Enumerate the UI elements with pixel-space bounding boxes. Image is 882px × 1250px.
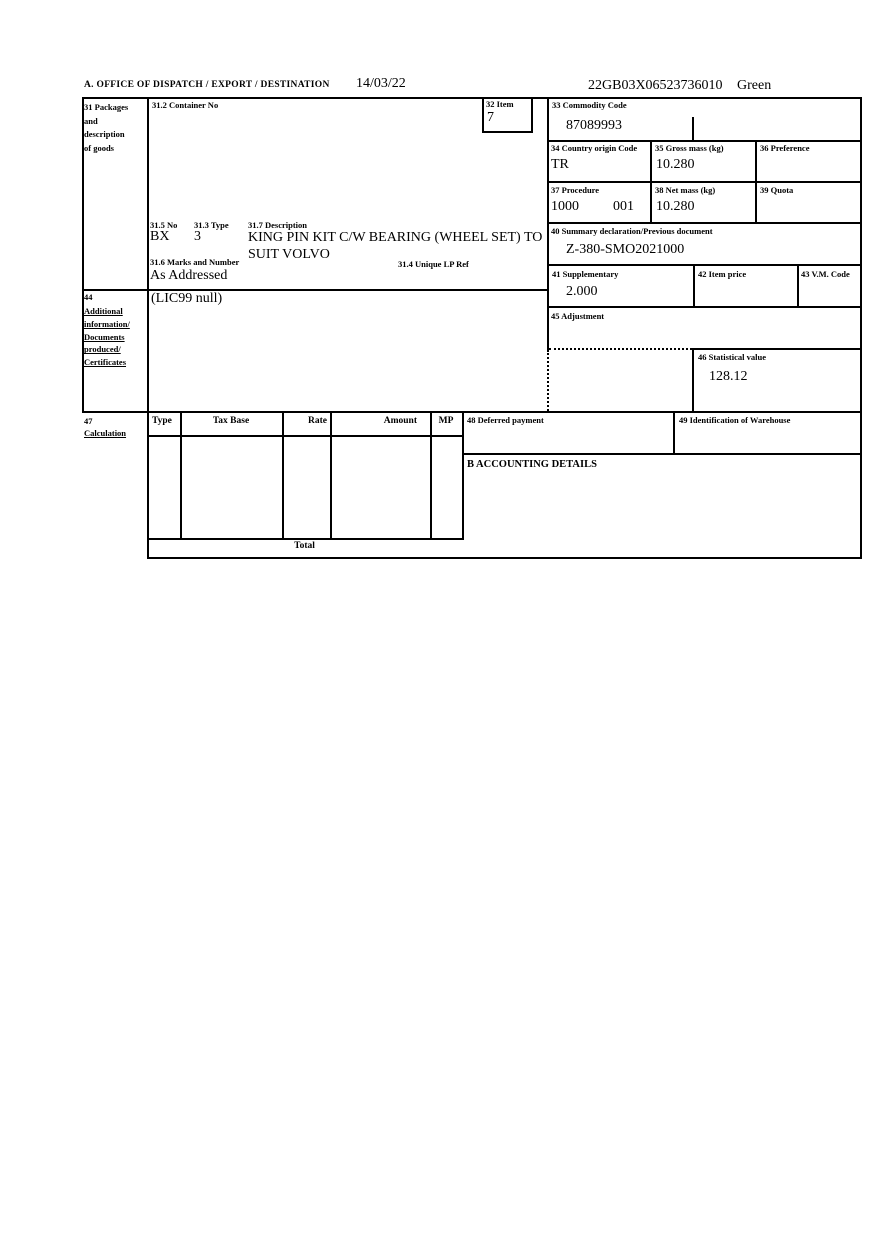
grid-line — [330, 411, 332, 540]
vm-code-label: 43 V.M. Code — [801, 269, 850, 279]
unique-lp-ref-label: 31.4 Unique LP Ref — [398, 259, 469, 269]
statistical-value-label: 46 Statistical value — [698, 352, 766, 362]
net-mass-value: 10.280 — [656, 199, 695, 214]
packages-type-label: 31.3 Type — [194, 220, 229, 230]
commodity-code-value: 87089993 — [566, 118, 622, 133]
preference-label: 36 Preference — [760, 143, 810, 153]
calc-col-amount: Amount — [383, 416, 417, 426]
grid-line — [860, 411, 862, 559]
grid-line — [482, 97, 484, 133]
marks-number-label: 31.6 Marks and Number — [150, 257, 240, 267]
packages-type-value: 3 — [194, 229, 201, 244]
procedure-value-1: 1000 — [551, 199, 579, 214]
calc-total-label: Total — [294, 541, 315, 551]
declaration-number: 22GB03X06523736010 — [588, 78, 723, 93]
supplementary-label: 41 Supplementary — [552, 269, 619, 279]
grid-line — [797, 264, 799, 308]
calc-col-mp: MP — [438, 416, 454, 426]
grid-line — [547, 181, 862, 183]
marks-number-value: As Addressed — [150, 268, 228, 283]
grid-line — [147, 435, 462, 437]
grid-line — [282, 411, 284, 540]
warehouse-id-label: 49 Identification of Warehouse — [679, 415, 791, 425]
packages-no-label: 31.5 No — [150, 220, 178, 230]
grid-line — [482, 131, 533, 133]
country-origin-value: TR — [551, 157, 569, 172]
net-mass-label: 38 Net mass (kg) — [655, 185, 716, 195]
grid-line — [547, 264, 862, 266]
box44-number: 44 — [84, 292, 93, 302]
grid-line — [82, 411, 862, 413]
grid-line — [755, 140, 757, 223]
gross-mass-value: 10.280 — [656, 157, 695, 172]
adjustment-label: 45 Adjustment — [551, 311, 605, 321]
grid-line — [82, 97, 862, 99]
item-number-value: 7 — [487, 110, 494, 125]
grid-line — [547, 222, 862, 224]
grid-line — [547, 140, 862, 142]
procedure-value-2: 001 — [613, 199, 634, 214]
calc-col-rate: Rate — [308, 416, 327, 426]
grid-line — [547, 97, 549, 350]
grid-line — [650, 140, 652, 223]
grid-line — [860, 97, 862, 413]
section-a-title: A. OFFICE OF DISPATCH / EXPORT / DESTINATION — [84, 80, 330, 90]
statistical-value-value: 128.12 — [709, 369, 748, 384]
additional-information-value: (LIC99 null) — [151, 291, 223, 306]
grid-line — [430, 411, 432, 540]
description-label: 31.7 Description — [248, 220, 308, 230]
grid-line — [547, 306, 862, 308]
grid-line — [462, 411, 464, 540]
grid-line — [673, 411, 675, 455]
supplementary-value: 2.000 — [566, 284, 598, 299]
dotted-line — [547, 350, 549, 411]
dotted-line — [549, 348, 692, 350]
box44-caption: Additional information/ Documents produced/ Certificates — [84, 306, 130, 368]
grid-line — [531, 97, 533, 133]
item-number-label: 32 Item — [486, 99, 514, 109]
calc-col-type: Type — [152, 416, 172, 426]
grid-line — [693, 264, 695, 308]
deferred-payment-label: 48 Deferred payment — [467, 415, 544, 425]
box47-caption: Calculation — [84, 428, 127, 438]
commodity-code-label: 33 Commodity Code — [552, 100, 627, 110]
grid-line — [147, 538, 462, 540]
box47-number: 47 — [84, 416, 93, 426]
container-no-label: 31.2 Container No — [152, 100, 219, 110]
gross-mass-label: 35 Gross mass (kg) — [655, 143, 724, 153]
calc-col-tax-base: Tax Base — [212, 416, 250, 426]
country-origin-label: 34 Country origin Code — [551, 143, 638, 153]
grid-line — [692, 348, 694, 413]
routing-status: Green — [737, 78, 772, 93]
quota-label: 39 Quota — [760, 185, 794, 195]
grid-line — [462, 453, 862, 455]
box31-caption: 31 Packages and description of goods — [84, 102, 129, 153]
accounting-details-label: B ACCOUNTING DETAILS — [467, 459, 597, 470]
item-price-label: 42 Item price — [698, 269, 747, 279]
dispatch-date: 14/03/22 — [356, 76, 406, 91]
grid-line — [180, 411, 182, 540]
packages-no-value: BX — [150, 229, 170, 244]
commodity-code-divider — [692, 117, 694, 142]
goods-description-value: KING PIN KIT C/W BEARING (WHEEL SET) TO SUIT VOLVO — [248, 230, 543, 262]
grid-line — [692, 348, 862, 350]
grid-line — [147, 557, 862, 559]
summary-declaration-value: Z-380-SMO2021000 — [566, 242, 685, 257]
summary-declaration-label: 40 Summary declaration/Previous document — [551, 226, 713, 236]
procedure-label: 37 Procedure — [551, 185, 600, 195]
